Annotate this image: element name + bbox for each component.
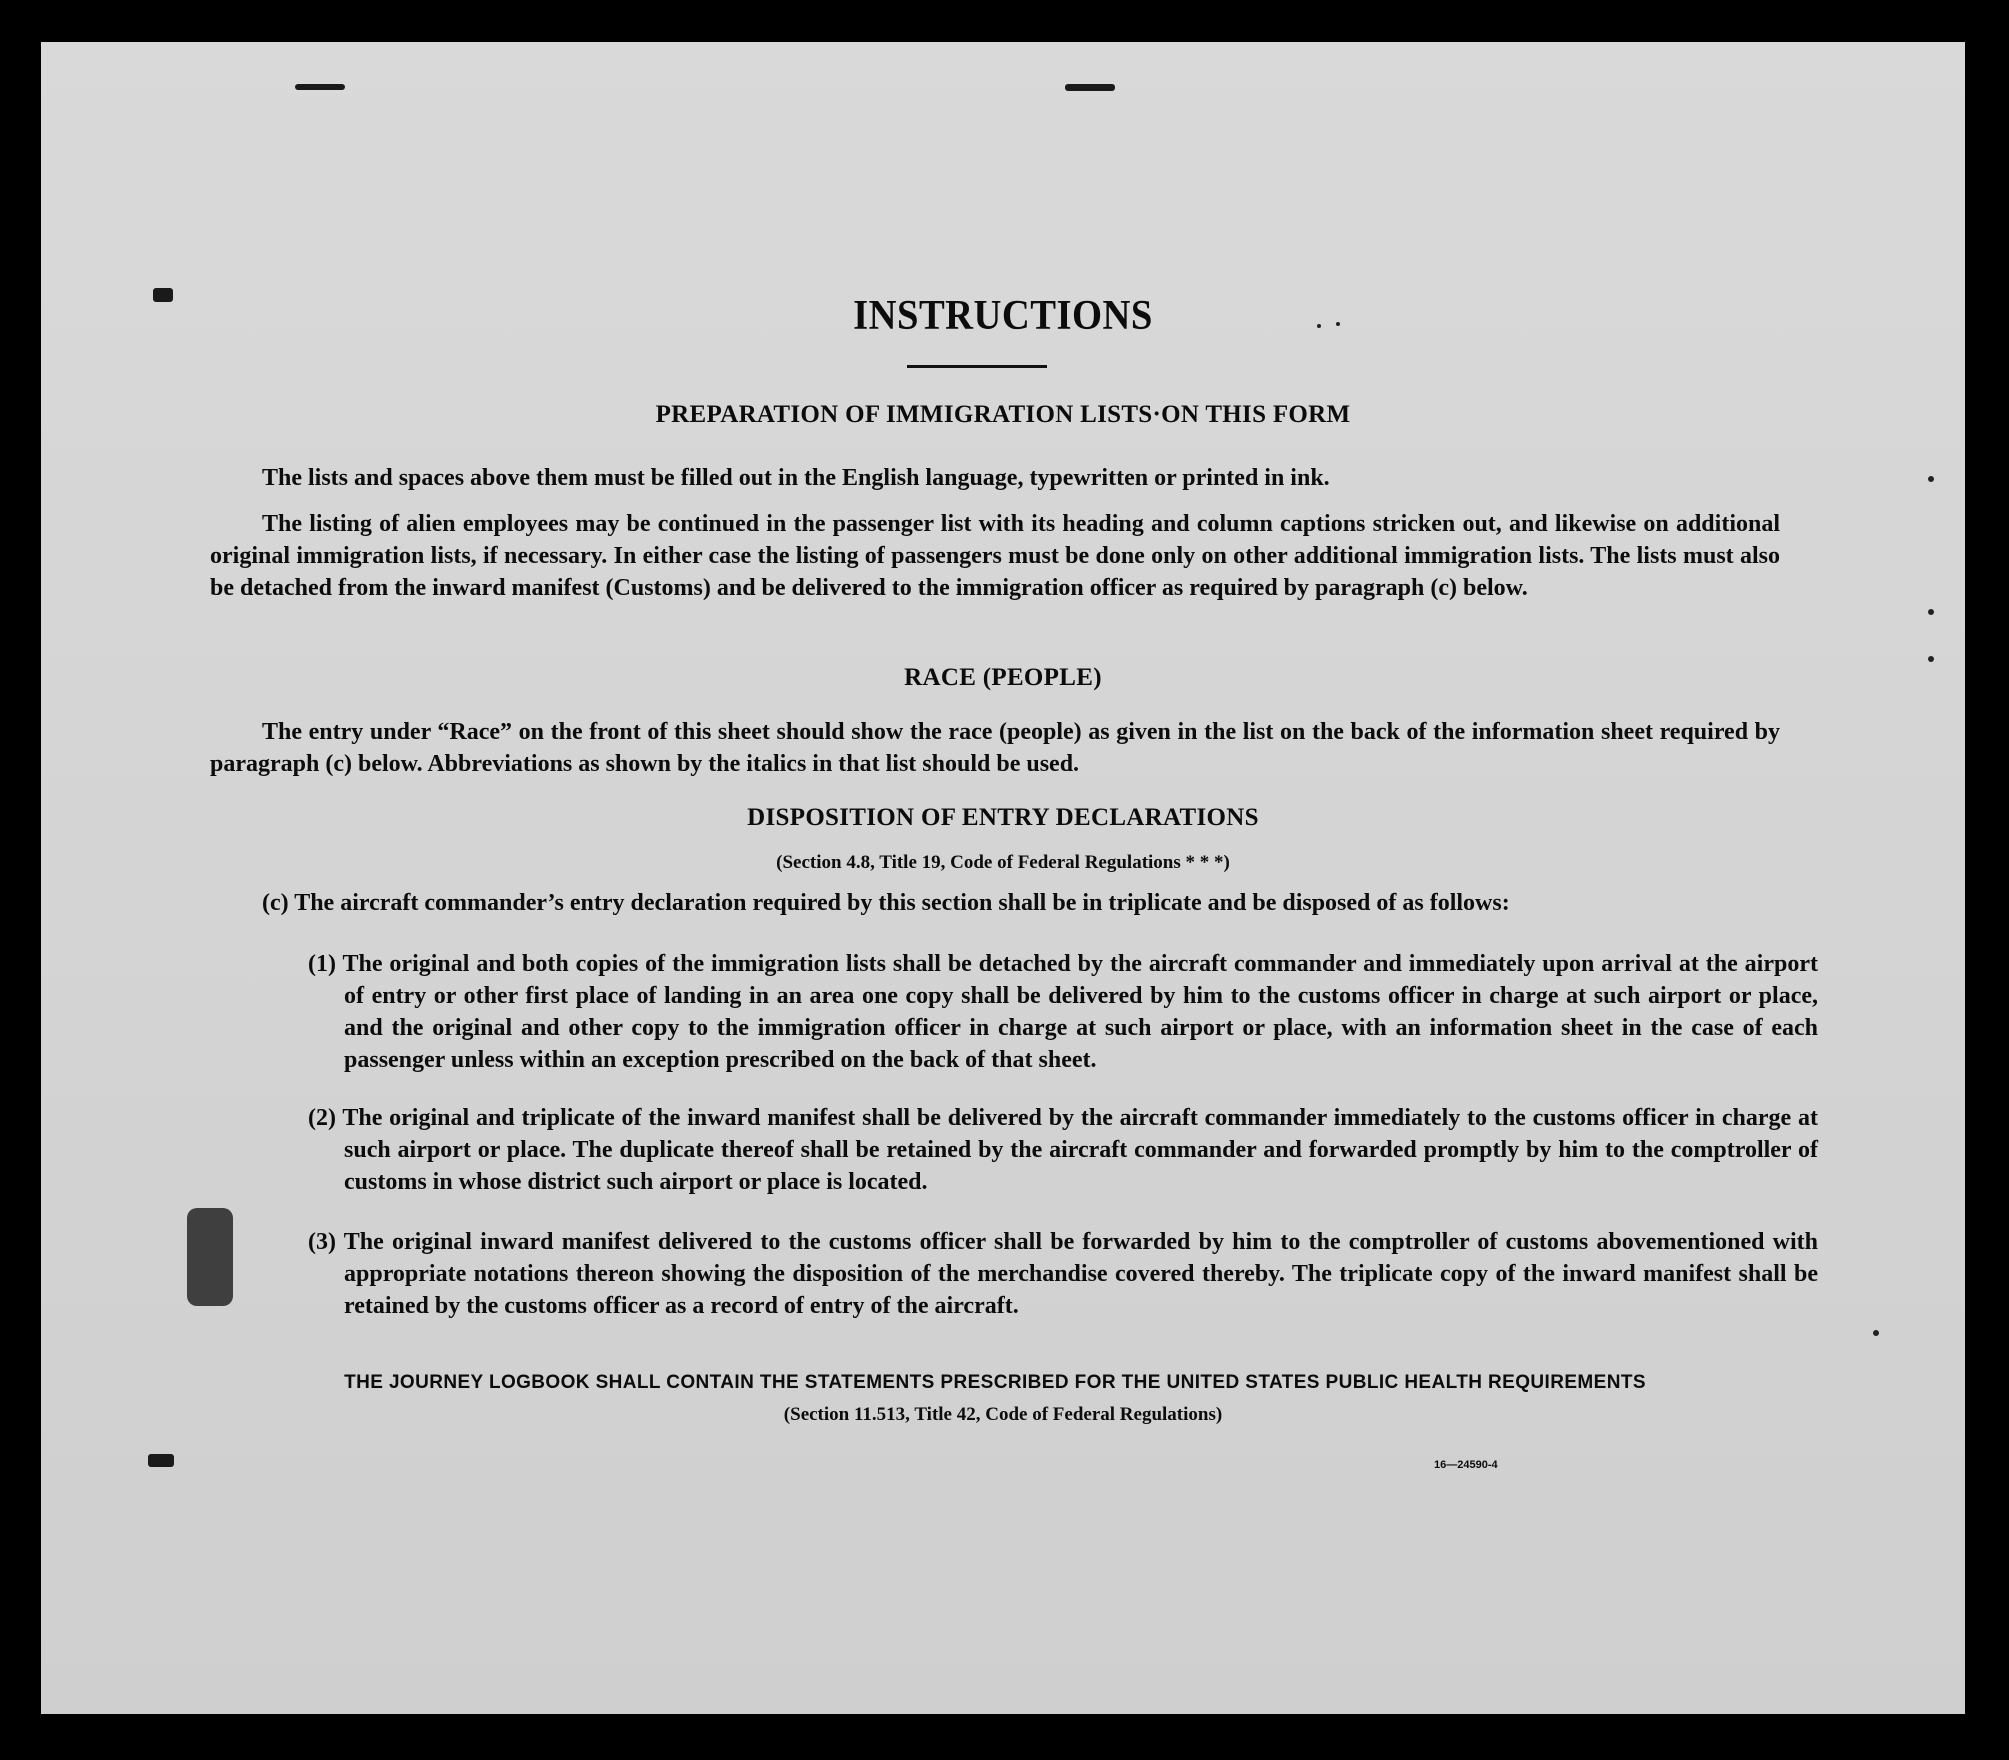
document-page — [41, 42, 1965, 1714]
disposition-item-2: (2) The original and triplicate of the inward manifest shall be delivered by the aircraft commander immediately to the customs officer in charge at such airport or place. The duplicate thereof shall be retained by the aircraft commander and forwarded promptly by him to the comptroller of customs in whose district such airport or place is located. — [308, 1105, 1818, 1195]
race-heading: RACE (PEOPLE) — [904, 664, 1102, 691]
race-paragraph: The entry under “Race” on the front of this sheet should show the race (people) as given in the list on the back of the information sheet required by paragraph (c) below. Abbreviations as shown by the italics in that list should be used. — [210, 719, 1780, 777]
disposition-item-3: (3) The original inward manifest delivered to the customs officer shall be forwarded by him to the comptroller of customs abovementioned with appropriate notations thereon showing the disposition of the merchandise covered thereby. The triplicate copy of the inward manifest shall be retained by the customs officer as a record of entry of the aircraft. — [308, 1229, 1818, 1319]
public-health-statement: THE JOURNEY LOGBOOK SHALL CONTAIN THE STATEMENTS PRESCRIBED FOR THE UNITED STATES PUBLIC HEALTH REQUIREMENTS — [344, 1372, 1646, 1393]
disposition-item-1: (1) The original and both copies of the immigration lists shall be detached by the aircraft commander and immediately upon arrival at the airport of entry or other first place of landing in an area one copy shall be delivered by him to the customs officer in charge at such airport or place, and the original and other copy to the immigration officer in charge at such airport or place, with an information sheet in the case of each passenger unless within an exception prescribed on the back of that sheet. — [308, 951, 1818, 1073]
title-underline — [907, 365, 1047, 368]
public-health-citation: (Section 11.513, Title 42, Code of Federal Regulations) — [783, 1404, 1223, 1425]
disposition-heading: DISPOSITION OF ENTRY DECLARATIONS — [747, 804, 1259, 831]
disposition-citation: (Section 4.8, Title 19, Code of Federal Regulations * * *) — [776, 852, 1230, 873]
page-title: INSTRUCTIONS — [853, 293, 1153, 339]
preparation-paragraph-2: The listing of alien employees may be continued in the passenger list with its heading and column captions stricken out, and likewise on additional original immigration lists, if necessary. In either case the listing of passengers must be done only on other additional immigration lists. The lists must also be detached from the inward manifest (Customs) and be delivered to the immigration officer as required by paragraph (c) below. — [210, 511, 1780, 601]
form-code: 16—24590-4 — [1434, 1459, 1498, 1471]
disposition-intro: (c) The aircraft commander’s entry declaration required by this section shall be in triplicate and be disposed of as follows: — [262, 890, 1510, 916]
preparation-heading: PREPARATION OF IMMIGRATION LISTS·ON THIS FORM — [655, 401, 1351, 428]
instructions-document — [41, 42, 1965, 1714]
preparation-paragraph-1: The lists and spaces above them must be filled out in the English language, typewritten or printed in ink. — [262, 465, 1330, 491]
